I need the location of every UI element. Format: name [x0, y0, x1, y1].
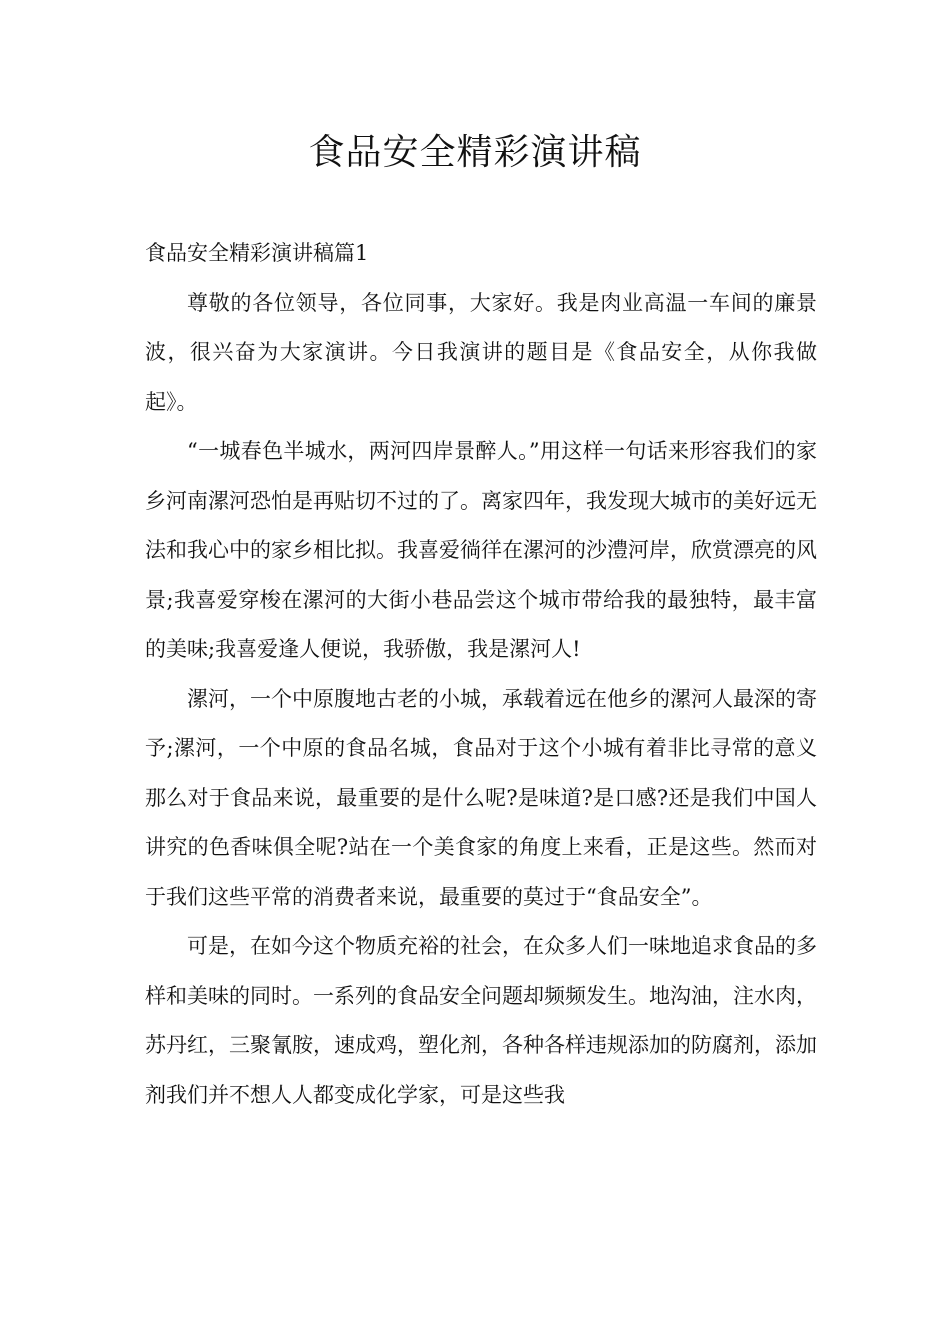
paragraph-2: “一城春色半城水，两河四岸景醉人。”用这样一句话来形容我们的家乡河南漯河恐怕是再贴切不过的了。离家四年，我发现大城市的美好远无法和我心中的家乡相比拟。我喜爱徜徉在漯河的沙澧河岸，欣赏漂亮的风景;我喜爱穿梭在漯河的大街小巷品尝这个城市带给我的最独特，最丰富的美味;我喜爱逢人便说，我骄傲，我是漯河人!: [145, 439, 817, 661]
paragraph-1: 尊敬的各位领导，各位同事，大家好。我是肉业高温一车间的廉景波，很兴奋为大家演讲。今日我演讲的题目是《食品安全，从你我做起》。: [145, 290, 817, 414]
document-body: [145, 229, 817, 1120]
paragraph-4: 可是，在如今这个物质充裕的社会，在众多人们一味地追求食品的多样和美味的同时。一系列的食品安全问题却频频发生。地沟油，注水肉，苏丹红，三聚氰胺，速成鸡，塑化剂，各种各样违规添加的防腐剂，添加剂我们并不想人人都变成化学家，可是这些我: [145, 934, 817, 1107]
paragraph-3: 漯河，一个中原腹地古老的小城，承载着远在他乡的漯河人最深的寄予;漯河，一个中原的食品名城，食品对于这个小城有着非比寻常的意义那么对于食品来说，最重要的是什么呢?是味道?是口感?还是我们中国人讲究的色香味俱全呢?站在一个美食家的角度上来看，正是这些。然而对于我们这些平常的消费者来说，最重要的莫过于“食品安全”。: [145, 686, 817, 909]
section-heading: 食品安全精彩演讲稿篇1: [145, 241, 369, 265]
document-title: 食品安全精彩演讲稿: [308, 132, 642, 173]
